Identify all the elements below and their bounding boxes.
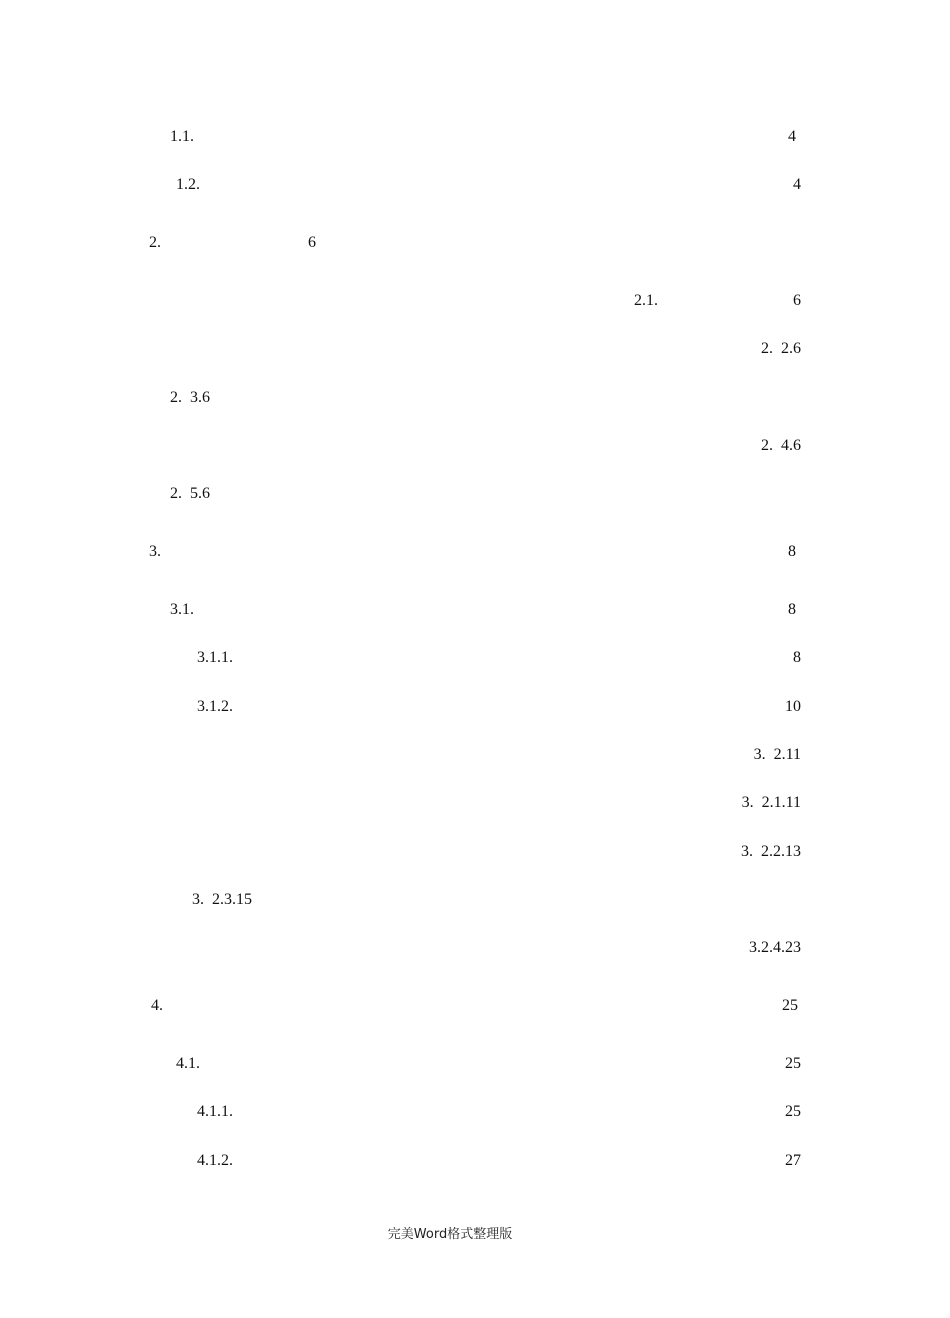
toc-number: 1.1.: [170, 128, 194, 145]
toc-number: 4.1.2.: [197, 1152, 233, 1169]
toc-page-number: 4: [793, 176, 801, 193]
toc-entry: 2. 3.6: [170, 389, 210, 406]
toc-page-number: 8: [793, 649, 801, 666]
toc-page-number: 25: [785, 1055, 801, 1072]
toc-entry: 3. 2.2.13: [741, 843, 801, 860]
toc-page-number: 27: [785, 1152, 801, 1169]
toc-entry: 3. 2.1.11: [741, 794, 801, 811]
toc-entry: 2. 2.6: [761, 340, 801, 357]
page-footer: 完美Word格式整理版: [387, 1227, 513, 1242]
toc-number: 3.1.: [170, 601, 194, 618]
toc-page-number: 8: [788, 543, 796, 560]
toc-number: 4.1.1.: [197, 1103, 233, 1120]
toc-entry: 2. 4.6: [761, 437, 801, 454]
toc-number: 4.1.: [176, 1055, 200, 1072]
toc-entry: 3. 2.11: [753, 746, 801, 763]
toc-number: 2.: [149, 234, 161, 251]
toc-entry: 3. 2.3.15: [192, 891, 252, 908]
toc-number: 4.: [151, 997, 163, 1014]
toc-page-number: 4: [788, 128, 796, 145]
toc-entry: 2. 5.6: [170, 485, 210, 502]
toc-page-number: 6: [308, 234, 316, 251]
toc-page-number: 6: [793, 292, 801, 309]
toc-page-number: 25: [785, 1103, 801, 1120]
toc-number: 1.2.: [176, 176, 200, 193]
toc-entry: 3.2.4.23: [749, 939, 801, 956]
toc-number: 3.: [149, 543, 161, 560]
toc-number: 2.1.: [634, 292, 658, 309]
toc-number: 3.1.1.: [197, 649, 233, 666]
toc-page-number: 10: [785, 698, 801, 715]
toc-page-number: 8: [788, 601, 796, 618]
toc-number: 3.1.2.: [197, 698, 233, 715]
toc-page-number: 25: [782, 997, 798, 1014]
